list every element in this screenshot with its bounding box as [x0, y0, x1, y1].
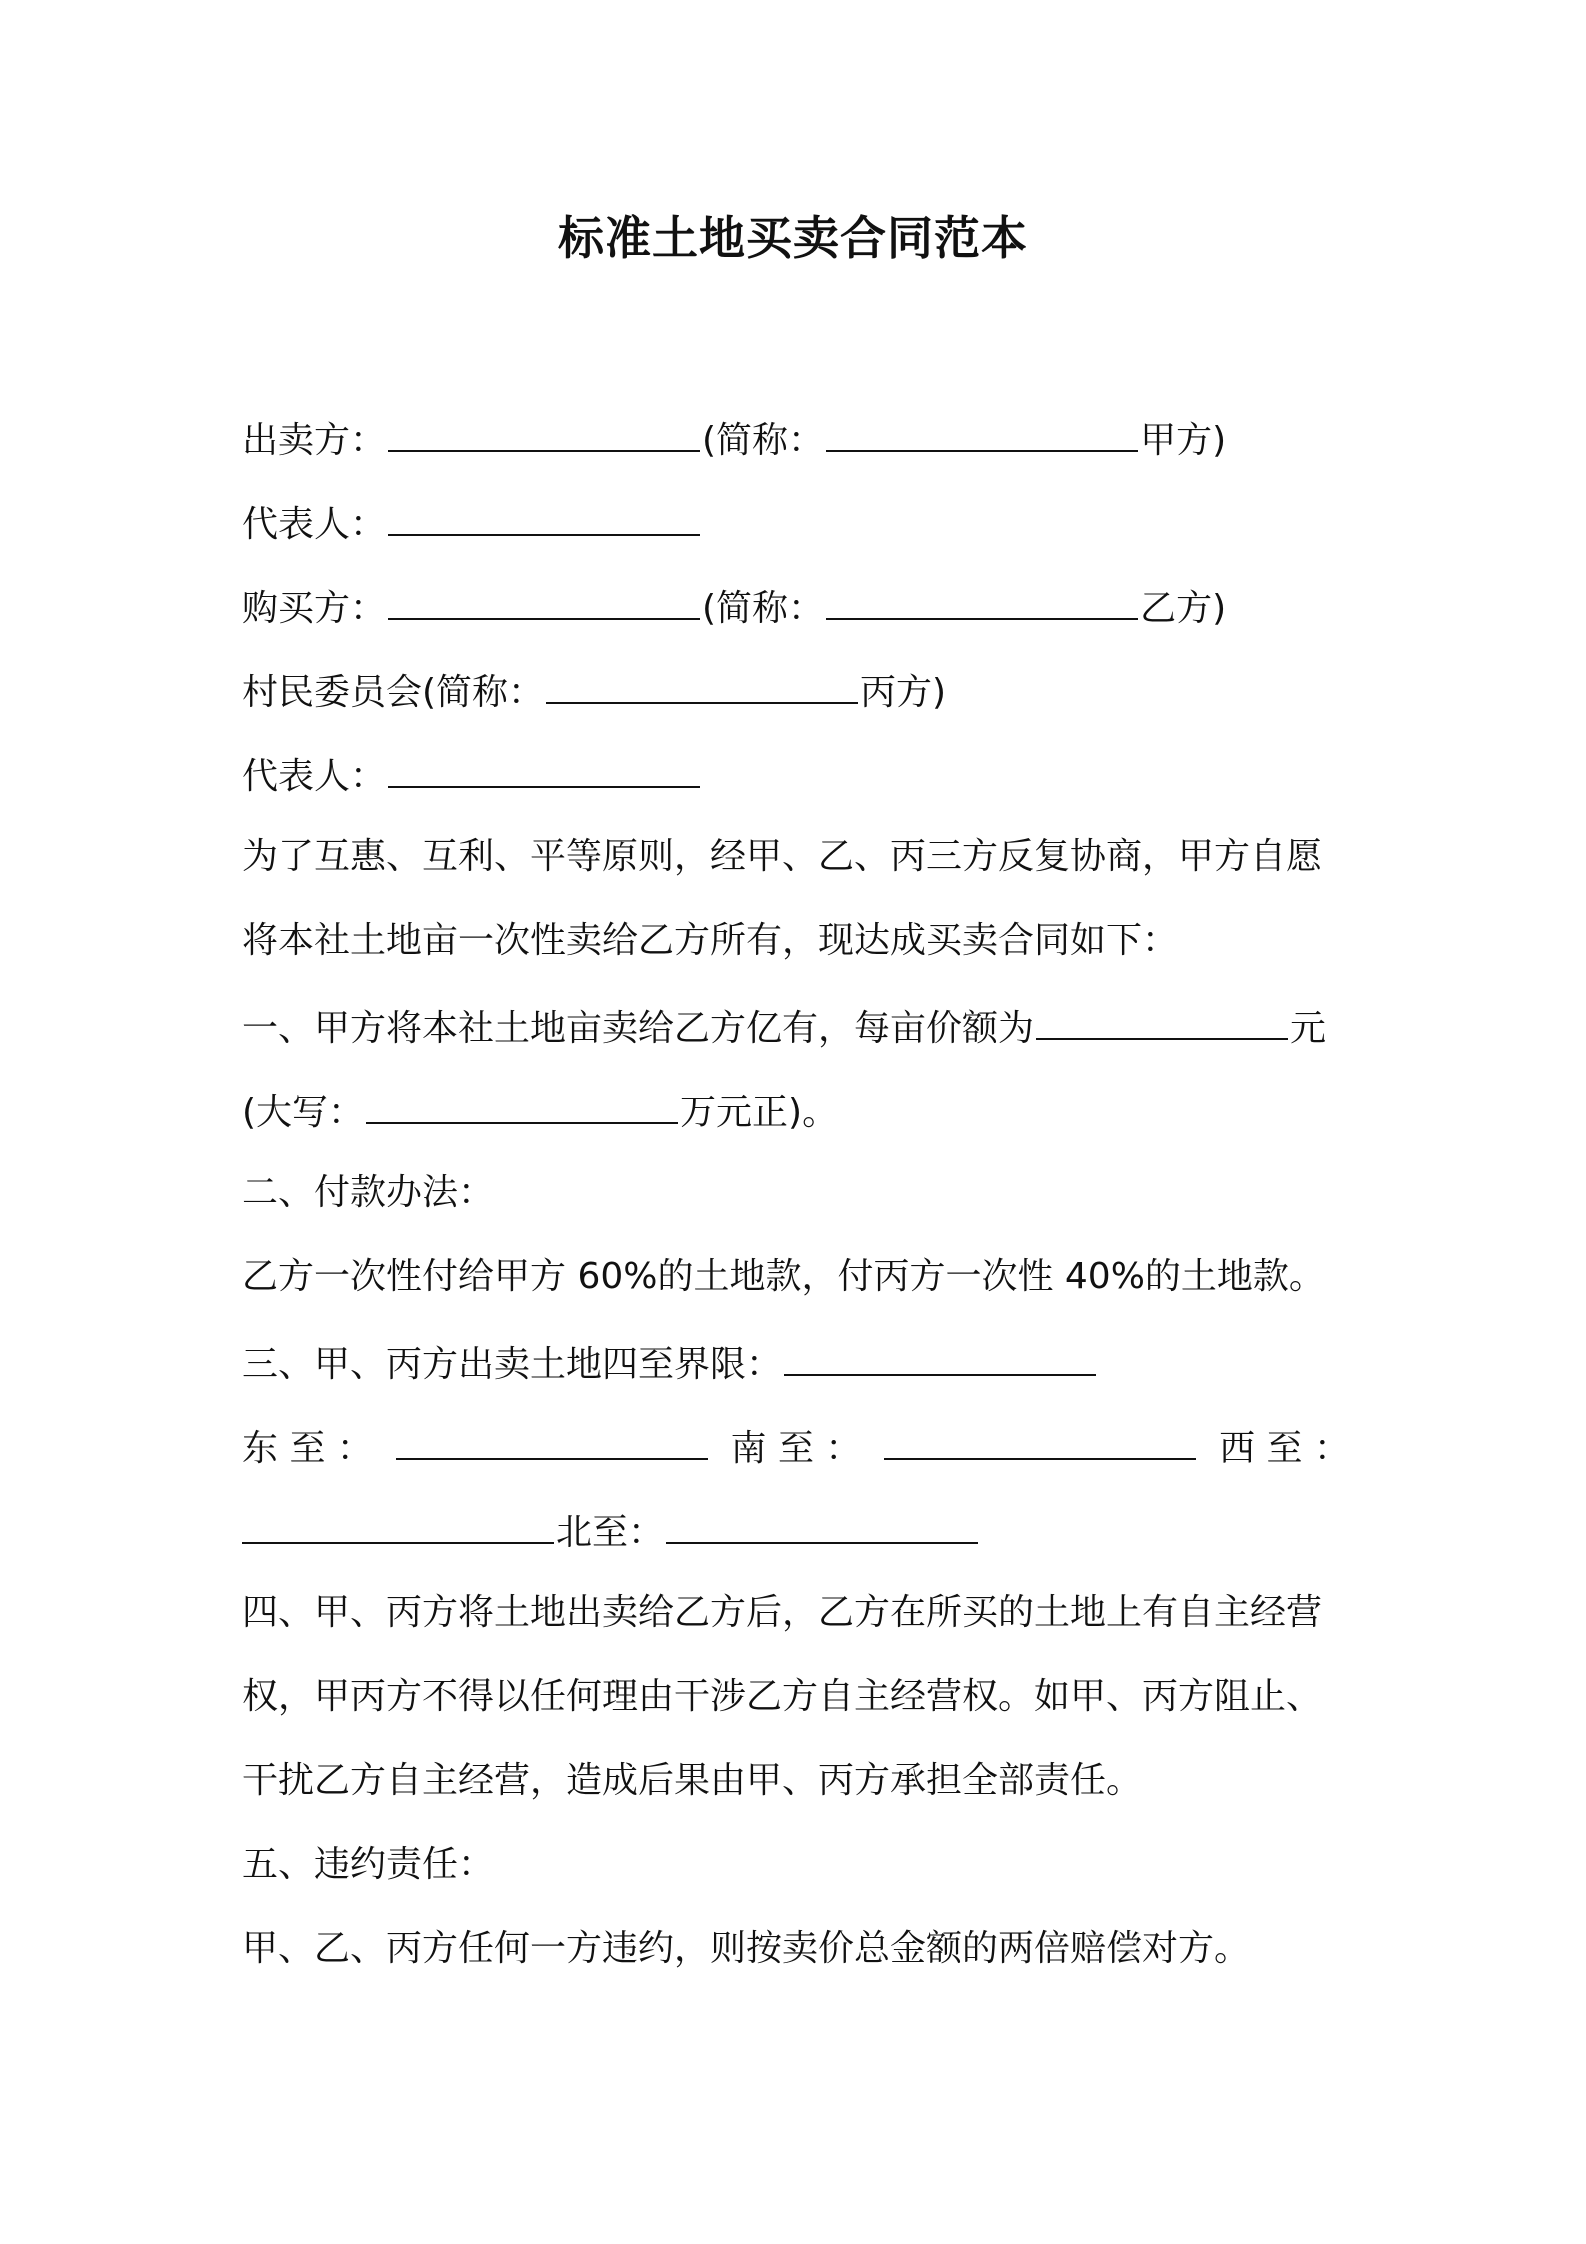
- buyer-abbr-close: 乙方): [1140, 588, 1227, 629]
- seller-name-blank[interactable]: [388, 412, 700, 452]
- west-label: 西 至 ：: [1219, 1428, 1350, 1469]
- seller-rep-blank[interactable]: [388, 496, 700, 536]
- clause4-line-3: 干扰乙方自主经营，造成后果由甲、丙方承担全部责任。: [242, 1760, 1143, 1801]
- caps-open: (大写：: [242, 1092, 365, 1133]
- seller-rep-line: [242, 496, 1362, 550]
- clause2-heading: 二、付款办法：: [242, 1172, 495, 1213]
- price-per-mu-blank[interactable]: [1036, 1000, 1288, 1040]
- committee-rep-line: [242, 748, 1362, 802]
- committee-line: [242, 664, 1362, 718]
- committee-rep-blank[interactable]: [388, 748, 700, 788]
- east-blank[interactable]: [396, 1420, 708, 1460]
- seller-line: [242, 412, 1362, 466]
- committee-abbr-close: 丙方): [860, 672, 947, 713]
- north-label: 北至：: [556, 1512, 665, 1553]
- clause1-line-1: [242, 1000, 1362, 1054]
- clause3-heading: 三、甲、丙方出卖土地四至界限：: [242, 1344, 783, 1385]
- south-label: 南 至 ：: [730, 1428, 862, 1469]
- buyer-label: 购买方：: [242, 588, 387, 629]
- clause5-heading: 五、违约责任：: [242, 1844, 495, 1885]
- east-label: 东 至 ：: [242, 1428, 373, 1469]
- buyer-line: [242, 580, 1362, 634]
- clause1-unit: 元: [1290, 1008, 1327, 1049]
- buyer-abbr-blank[interactable]: [826, 580, 1138, 620]
- caps-close: 万元正)。: [680, 1092, 839, 1133]
- clause3-heading-line: [242, 1336, 1362, 1390]
- clause3-north-line: [242, 1504, 1362, 1558]
- committee-label: 村民委员会(简称：: [242, 672, 545, 713]
- seller-rep-label: 代表人：: [242, 504, 387, 545]
- seller-abbr-blank[interactable]: [826, 412, 1138, 452]
- south-blank[interactable]: [884, 1420, 1196, 1460]
- north-blank[interactable]: [666, 1504, 978, 1544]
- buyer-abbr-open: (简称：: [702, 588, 825, 629]
- clause1-line-2: [242, 1084, 1362, 1138]
- clause4-line-2: 权，甲丙方不得以任何理由干涉乙方自主经营权。如甲、丙方阻止、: [242, 1676, 1323, 1717]
- caps-amount-blank[interactable]: [366, 1084, 678, 1124]
- clause4-line-1: 四、甲、丙方将土地出卖给乙方后，乙方在所买的土地上有自主经营: [242, 1592, 1323, 1633]
- boundary-blank[interactable]: [784, 1336, 1096, 1376]
- seller-abbr-open: (简称：: [702, 420, 825, 461]
- clause3-boundaries-line: [242, 1420, 1350, 1474]
- committee-abbr-blank[interactable]: [546, 664, 858, 704]
- seller-abbr-close: 甲方): [1140, 420, 1227, 461]
- preamble-line-2: 将本社土地亩一次性卖给乙方所有，现达成买卖合同如下：: [242, 920, 1179, 961]
- west-blank[interactable]: [242, 1504, 554, 1544]
- buyer-name-blank[interactable]: [388, 580, 700, 620]
- clause1-text: 一、甲方将本社土地亩卖给乙方亿有，每亩价额为: [242, 1008, 1035, 1049]
- clause2-body: 乙方一次性付给甲方 60%的土地款，付丙方一次性 40%的土地款。: [242, 1256, 1325, 1297]
- seller-label: 出卖方：: [242, 420, 387, 461]
- committee-rep-label: 代表人：: [242, 756, 387, 797]
- preamble-line-1: 为了互惠、互利、平等原则，经甲、乙、丙三方反复协商，甲方自愿: [242, 836, 1323, 877]
- clause5-body: 甲、乙、丙方任何一方违约，则按卖价总金额的两倍赔偿对方。: [242, 1928, 1251, 1969]
- document-title: 标准土地买卖合同范本: [558, 211, 1028, 265]
